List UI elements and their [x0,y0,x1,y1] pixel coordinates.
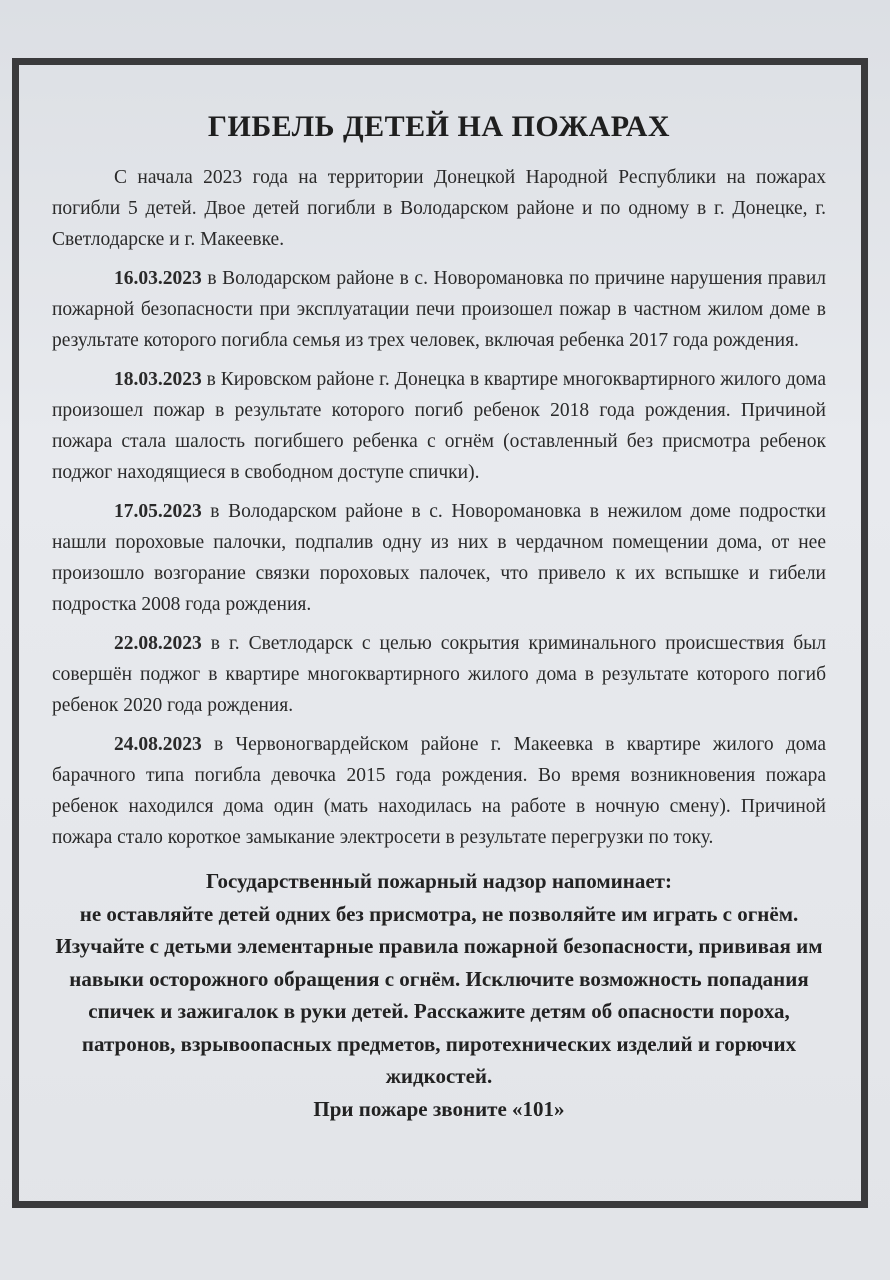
incident-paragraph [52,628,826,721]
incident-text: в Кировском районе г. Донецка в квартире многоквартирного жилого дома произошел пожар в результате которого погиб ребенок 2018 года рождения. Причиной пожара стала шалость погибшего ребенка с огнём (оставленный без присмотра ребенок поджог находящиеся в свободном доступе спички). [52,369,826,483]
intro-paragraph: С начала 2023 года на территории Донецкой Народной Республики на пожарах погибли 5 детей. Двое детей погибли в Володарском районе и по одному в г. Донецке, г. Светлодарске и г. Макеевке. [52,167,826,250]
incident-date: 17.05.2023 [114,501,202,522]
warning-heading: Государственный пожарный надзор напоминает: [206,869,672,893]
incident-paragraph [52,729,826,853]
incident-text: в Червоногвардейском районе г. Макеевка в квартире жилого дома барачного типа погибла девочка 2015 года рождения. Во время возникновения пожара ребенок находился дома один (мать находилась на работе в ночную смену). Причиной пожара стало короткое замыкание электросети в результате перегрузки по току. [52,734,826,848]
incident-text: в Володарском районе в с. Новоромановка в нежилом доме подростки нашли пороховые палочки, подпалив одну из них в чердачном помещении дома, от нее произошло возгорание связки пороховых палочек, что привело к их вспышке и гибели подростка 2008 года рождения. [52,501,826,615]
warning-body: не оставляйте детей одних без присмотра, не позволяйте им играть с огнём. Изучайте с детьми элементарные правила пожарной безопасности, прививая им навыки осторожного обращения с огнём. Исключите возможность попадания спичек и зажигалок в руки детей. Расскажите детям об опасности пороха, патронов, взрывоопасных предметов, пиротехнических изделий и горючих жидкостей. [55,901,823,1088]
incident-paragraph [52,364,826,488]
incident-date: 18.03.2023 [114,369,202,390]
incident-paragraph [52,496,826,620]
incident-text: в Володарском районе в с. Новоромановка по причине нарушения правил пожарной безопасности при эксплуатации печи произошел пожар в частном жилом доме в результате которого погибла семья из трех человек, включая ребенка 2017 года рождения. [52,268,826,351]
incident-date: 16.03.2023 [114,268,202,289]
notice-title: ГИБЕЛЬ ДЕТЕЙ НА ПОЖАРАХ [207,110,671,143]
incident-date: 22.08.2023 [114,633,202,654]
notice-content [52,110,826,1125]
incident-date: 24.08.2023 [114,734,202,755]
warning-call: При пожаре звоните «101» [313,1096,565,1121]
incident-paragraph [52,263,826,356]
fire-safety-warning [52,865,826,1125]
incident-text: в г. Светлодарск с целью сокрытия криминального происшествия был совершён поджог в квартире многоквартирного жилого дома в результате которого погиб ребенок 2020 года рождения. [52,633,826,716]
